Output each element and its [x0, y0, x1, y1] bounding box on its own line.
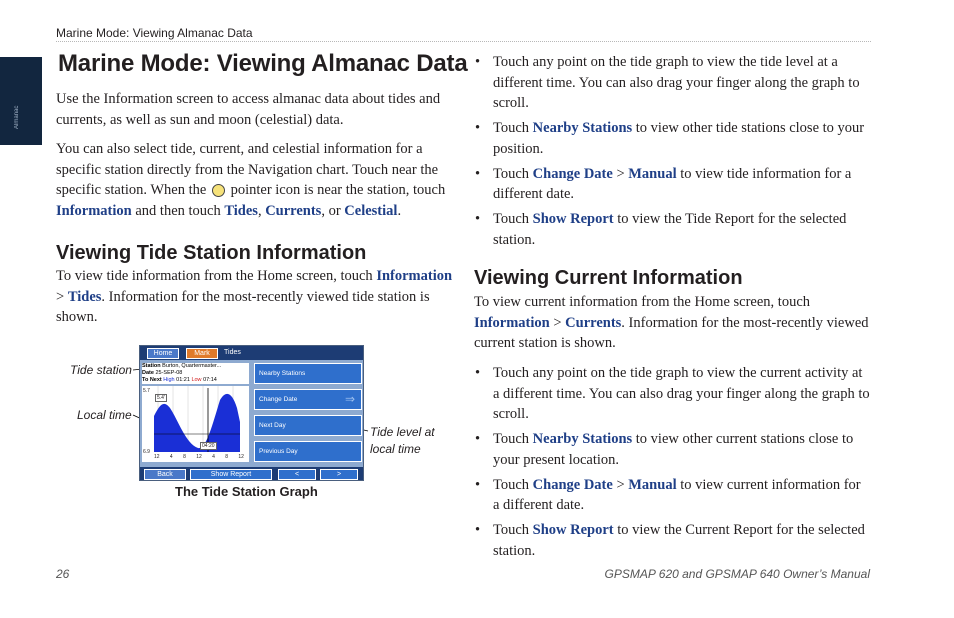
bullet: • — [475, 210, 481, 227]
list-item — [475, 363, 870, 425]
bullet: • — [475, 365, 481, 381]
x-tick-label: 12 — [154, 454, 160, 460]
current-text: To view current information from the Home screen, touch — [474, 294, 810, 310]
menu-separator: > — [616, 165, 625, 182]
callout-tide-level-line1: Tide level at — [370, 425, 435, 439]
bullet-text: Touch — [493, 521, 530, 538]
bullet: • — [475, 120, 481, 137]
y-axis-top: 5.7 — [143, 388, 150, 394]
bullet-text: Touch — [493, 210, 530, 227]
x-axis-labels — [154, 454, 244, 460]
next-day-button[interactable]: Next Day — [254, 415, 362, 436]
next-high-time: 01:21 — [176, 377, 190, 383]
list-item — [475, 475, 870, 516]
list-item — [475, 429, 870, 470]
tide-graph[interactable] — [142, 386, 249, 462]
show-report-term: Show Report — [532, 210, 614, 227]
celestial-term: Celestial — [344, 203, 398, 220]
manual-term: Manual — [628, 476, 677, 493]
manual-term: Manual — [628, 165, 677, 182]
tides-term: Tides — [67, 288, 102, 305]
tides-tab: Tides — [224, 349, 241, 356]
previous-day-button[interactable]: Previous Day — [254, 441, 362, 462]
menu-separator: > — [616, 476, 625, 493]
bullet-text: to view the Tide Report for the selected station. — [493, 210, 847, 248]
bullet-text: to view tide information for a different date. — [493, 165, 852, 203]
bullet-text: Touch — [493, 120, 530, 137]
nearby-stations-term: Nearby Stations — [532, 120, 633, 137]
mark-tab[interactable]: Mark — [186, 348, 218, 359]
callout-tide-level-line2: local time — [370, 442, 421, 456]
section-tab-label: Almanac — [14, 105, 20, 129]
change-date-term: Change Date — [532, 476, 613, 493]
intro-text: and then touch — [135, 203, 221, 220]
list-item — [475, 209, 870, 250]
x-tick-label: 4 — [212, 454, 215, 460]
arrow-right-icon: ⇒ — [344, 392, 355, 406]
back-button[interactable]: Back — [144, 469, 186, 480]
bullet-text: Touch — [493, 165, 530, 182]
previous-button[interactable]: < — [278, 469, 316, 480]
current-text: . Information for the most-recently viewed current station is shown. — [474, 314, 869, 352]
intro-paragraph-1: Use the Information screen to access almanac data about tides and currents, as well as sun and moon (celestial) data. — [56, 91, 441, 128]
bullet-text: Touch any point on the tide graph to view the current activity at a different time. You can also drag your finger along the graph to scroll. — [493, 365, 870, 423]
show-report-button[interactable]: Show Report — [190, 469, 272, 480]
change-date-term: Change Date — [532, 165, 613, 182]
menu-separator: > — [553, 314, 562, 331]
bullet-text: Touch — [493, 476, 530, 493]
manual-title: GPSMAP 620 and GPSMAP 640 Owner’s Manual — [604, 567, 870, 581]
bullet-text: Touch — [493, 431, 530, 448]
current-section-heading: Viewing Current Information — [474, 267, 743, 289]
bullet: • — [475, 54, 481, 70]
list-item — [475, 164, 870, 205]
currents-term: Currents — [265, 203, 322, 220]
information-term: Information — [474, 314, 550, 331]
next-low: Low — [191, 377, 202, 383]
screen-top-bar — [140, 346, 363, 360]
next-button[interactable]: > — [320, 469, 358, 480]
running-header: Marine Mode: Viewing Almanac Data — [56, 26, 253, 40]
current-bullet-list — [475, 363, 870, 565]
station-value: Burton, Quartermaster... — [162, 363, 222, 369]
cursor-time-label: 04:20 — [202, 443, 215, 449]
list-item — [475, 520, 870, 561]
next-low-time: 07:14 — [203, 377, 217, 383]
x-tick-label: 4 — [169, 454, 173, 460]
change-date-label: Change Date — [259, 396, 298, 403]
intro-text: , — [257, 203, 262, 220]
x-tick-label: 12 — [238, 454, 244, 460]
x-tick-label: 8 — [225, 454, 229, 460]
list-item — [475, 118, 870, 159]
currents-term: Currents — [565, 314, 622, 331]
page-number: 26 — [56, 567, 70, 581]
show-report-term: Show Report — [532, 521, 614, 538]
tide-text: . Information for the most-recently viewed tide station is shown. — [56, 288, 430, 326]
menu-separator: > — [56, 288, 65, 305]
next-high: High — [163, 377, 175, 383]
nearby-stations-button[interactable]: Nearby Stations — [254, 363, 362, 384]
callout-tide-station: Tide station — [70, 363, 132, 377]
bullet: • — [475, 431, 481, 448]
bullet-text: to view current information for a different date. — [493, 476, 861, 514]
intro-text: pointer icon is near the station, touch — [230, 182, 446, 199]
intro-text: , or — [321, 203, 341, 220]
figure-caption: The Tide Station Graph — [175, 484, 318, 499]
bullet-text: to view other tide stations close to your position. — [493, 120, 865, 157]
page-title: Marine Mode: Viewing Almanac Data — [58, 50, 468, 77]
bullet: • — [475, 165, 481, 182]
information-term: Information — [376, 268, 453, 284]
tides-term: Tides — [224, 203, 258, 220]
y-axis-bottom: 6.9 — [143, 449, 150, 455]
date-value: 25-SEP-08 — [155, 370, 183, 376]
intro-text: You can also select tide, current, and celestial information for a specific station directly from the Navigation chart. Touch near the specific station. When the — [56, 141, 439, 199]
x-tick-label: 8 — [183, 454, 186, 460]
home-tab[interactable]: Home — [147, 348, 179, 359]
station-label: Station — [142, 363, 161, 369]
bullet: • — [475, 521, 481, 538]
screen-bottom-bar — [140, 467, 363, 481]
date-label: Date — [142, 370, 154, 376]
list-item — [475, 52, 870, 114]
bullet: • — [475, 476, 481, 493]
x-tick-label: 12 — [196, 454, 202, 460]
cursor-level-label: 5.4' — [157, 395, 165, 401]
next-label: To Next — [142, 377, 162, 383]
tide-text: To view tide information from the Home screen, touch — [56, 268, 373, 284]
callout-local-time: Local time — [77, 408, 132, 422]
current-intro-paragraph — [474, 292, 869, 354]
intro-text: . — [397, 203, 402, 220]
change-date-button[interactable] — [254, 389, 362, 410]
bullet-text: Touch any point on the tide graph to view the tide level at a different time. You can also drag your finger along the graph to scroll. — [493, 54, 860, 112]
tide-station-screen — [139, 345, 364, 481]
tide-section-heading: Viewing Tide Station Information — [56, 242, 367, 264]
tide-bullet-list — [475, 52, 870, 254]
bullet-text: to view other current stations close to your present location. — [493, 431, 854, 468]
station-info-panel — [142, 363, 249, 384]
information-term: Information — [56, 203, 132, 220]
bullet-text: to view the Current Report for the selected station. — [493, 521, 865, 559]
nearby-stations-term: Nearby Stations — [532, 431, 633, 448]
